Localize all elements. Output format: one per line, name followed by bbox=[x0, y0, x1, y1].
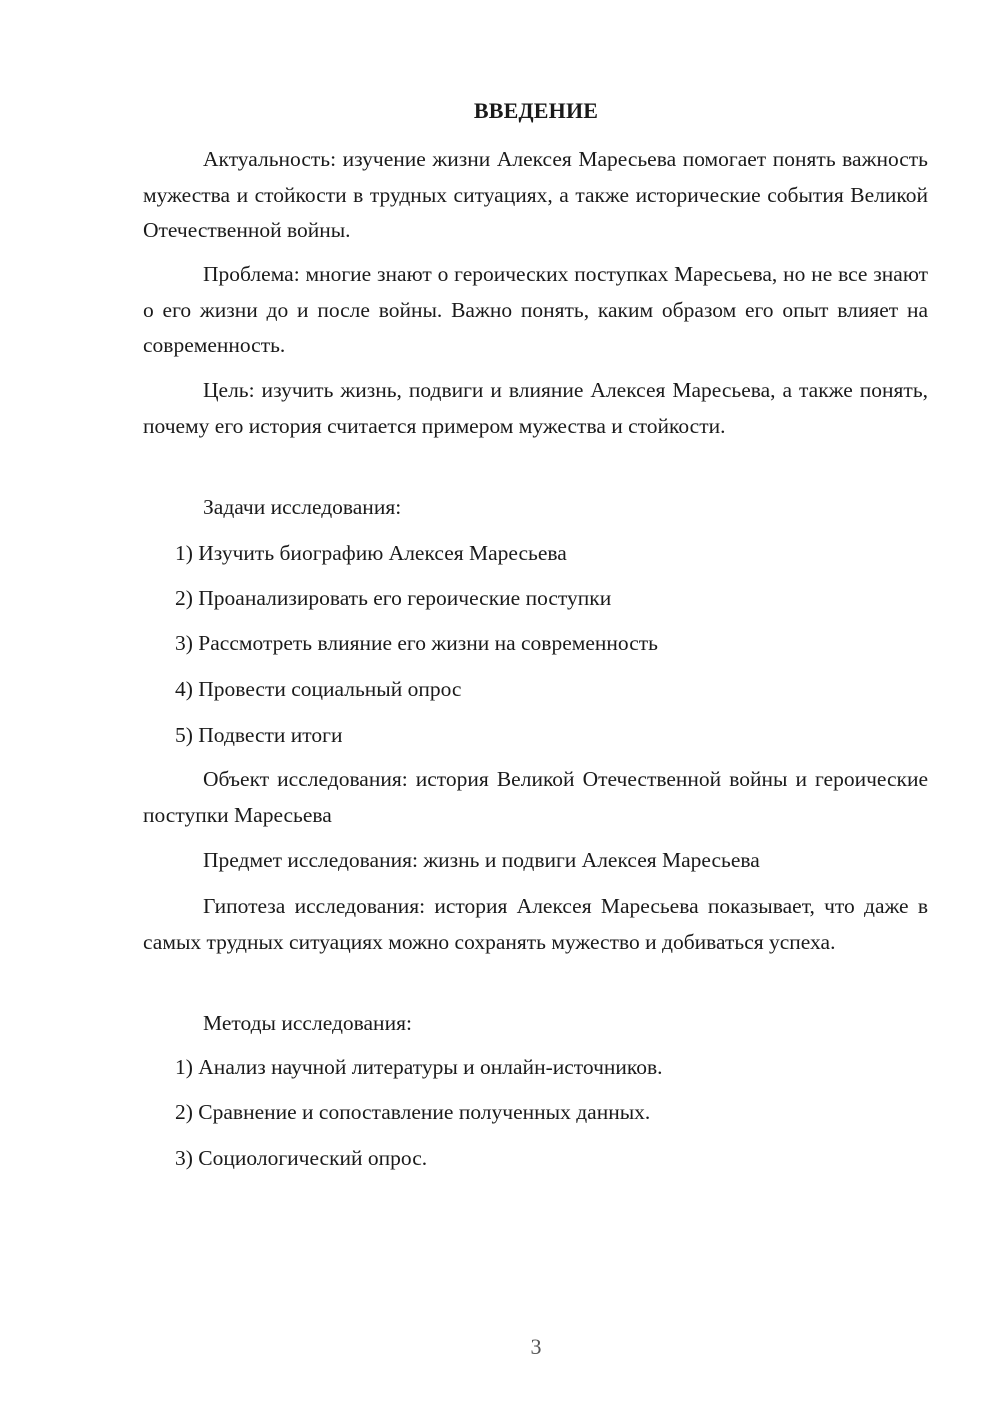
method-item: 2) Сравнение и сопоставление полученных данных. bbox=[175, 1100, 651, 1124]
goal-paragraph: Цель: изучить жизнь, подвиги и влияние Алексея Маресьева, а также понять, почему его история считается примером мужества и стойкости. bbox=[143, 378, 928, 438]
tasks-title: Задачи исследования: bbox=[203, 495, 402, 519]
task-item: 4) Провести социальный опрос bbox=[175, 677, 462, 701]
object-paragraph: Объект исследования: история Великой Отечественной войны и героические поступки Маресьева bbox=[143, 767, 928, 827]
method-item: 1) Анализ научной литературы и онлайн-источников. bbox=[175, 1055, 663, 1079]
method-item: 3) Социологический опрос. bbox=[175, 1146, 428, 1170]
page-number: 3 bbox=[530, 1334, 542, 1359]
task-item: 1) Изучить биографию Алексея Маресьева bbox=[175, 541, 567, 565]
relevance-paragraph: Актуальность: изучение жизни Алексея Маресьева помогает понять важность мужества и стойкости в трудных ситуациях, а также исторические события Великой Отечественной войны. bbox=[143, 147, 928, 242]
section-heading: ВВЕДЕНИЕ bbox=[473, 98, 599, 123]
task-item: 3) Рассмотреть влияние его жизни на современность bbox=[175, 631, 658, 655]
subject-paragraph: Предмет исследования: жизнь и подвиги Алексея Маресьева bbox=[203, 848, 760, 872]
methods-title: Методы исследования: bbox=[203, 1011, 412, 1035]
hypothesis-paragraph: Гипотеза исследования: история Алексея Маресьева показывает, что даже в самых трудных ситуациях можно сохранять мужество и добиваться успеха. bbox=[143, 894, 928, 954]
problem-paragraph: Проблема: многие знают о героических поступках Маресьева, но не все знают о его жизни до и после войны. Важно понять, каким образом его опыт влияет на современность. bbox=[143, 262, 928, 357]
task-item: 5) Подвести итоги bbox=[175, 723, 343, 747]
task-item: 2) Проанализировать его героические поступки bbox=[175, 586, 612, 610]
